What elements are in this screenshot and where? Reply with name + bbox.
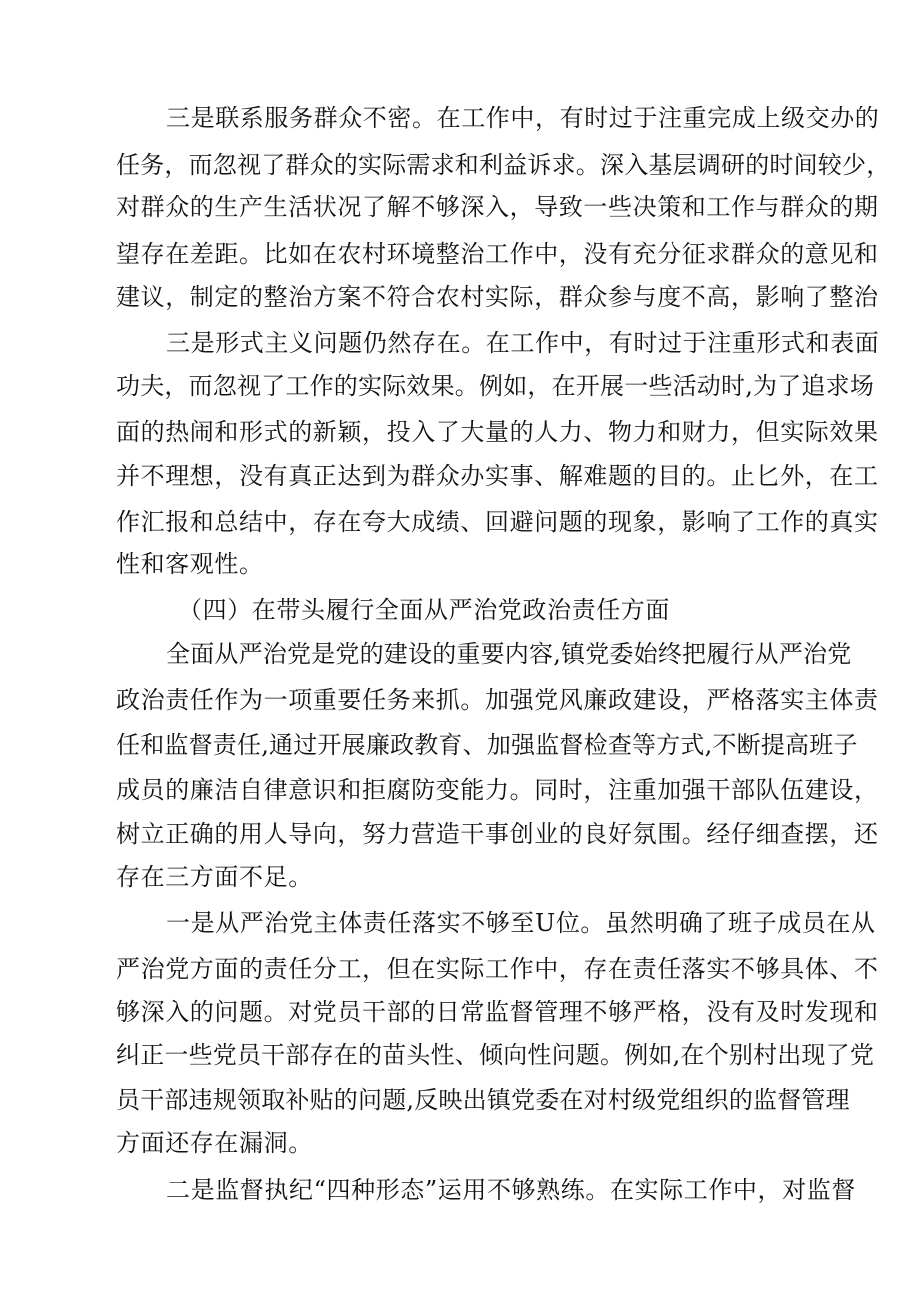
paragraph-2-line-3: 面的热闹和形式的新颖，投入了大量的人力、物力和财力，但实际效果 <box>116 418 879 446</box>
section-heading: （四）在带头履行全面从严治党政治责任方面 <box>178 596 670 624</box>
paragraph-1-line-4: 望存在差距。比如在农村环境整治工作中，没有充分征求群众的意见和 <box>116 240 879 268</box>
paragraph-3-line-3: 任和监督责任,通过开展廉政教育、加强监督检查等方式,不断提高班子 <box>116 731 858 759</box>
paragraph-1-line-5: 建议，制定的整治方案不符合农村实际，群众参与度不高，影响了整治 <box>116 283 879 311</box>
paragraph-2-line-5: 作汇报和总结中，存在夸大成绩、回避问题的现象，影响了工作的真实 <box>116 508 879 536</box>
paragraph-2-line-6: 性和客观性。 <box>116 550 264 578</box>
paragraph-1-line-1: 三是联系服务群众不密。在工作中，有时过于注重完成上级交办的 <box>166 104 880 132</box>
paragraph-4-line-2: 严治党方面的责任分工，但在实际工作中，存在责任落实不够具体、不 <box>116 955 879 983</box>
paragraph-3-line-5: 树立正确的用人导向，努力营造干事创业的良好氛围。经仔细查摆，还 <box>116 820 879 848</box>
paragraph-1-line-2: 任务，而忽视了群众的实际需求和利益诉求。深入基层调研的时间较少， <box>116 151 891 179</box>
paragraph-1-line-3: 对群众的生产生活状况了解不够深入，导致一些决策和工作与群众的期 <box>116 193 879 221</box>
paragraph-4-line-1: 一是从严治党主体责任落实不够至U位。虽然明确了班子成员在从 <box>166 909 876 937</box>
paragraph-3-line-2: 政治责任作为一项重要任务来抓。加强党风廉政建设，严格落实主体责 <box>116 686 879 714</box>
paragraph-2-line-1: 三是形式主义问题仍然存在。在工作中，有时过于注重形式和表面 <box>166 329 880 357</box>
paragraph-4-line-6: 方面还存在漏洞。 <box>116 1129 313 1157</box>
paragraph-2-line-2: 功夫，而忽视了工作的实际效果。例如，在开展一些活动时,为了追求场 <box>116 372 875 400</box>
paragraph-4-line-4: 纠正一些党员干部存在的苗头性、倾向性问题。例如,在个别村出现了党 <box>116 1041 875 1069</box>
paragraph-3-line-6: 存在三方面不足。 <box>116 863 313 891</box>
paragraph-4-line-3: 够深入的问题。对党员干部的日常监督管理不够严格，没有及时发现和 <box>116 998 879 1026</box>
paragraph-2-line-4: 并不理想，没有真正达到为群众办实事、解难题的目的。止匕外，在工 <box>116 462 879 490</box>
paragraph-5-line-1: 二是监督执纪“四种形态”运用不够熟练。在实际工作中，对监督 <box>166 1176 856 1204</box>
paragraph-3-line-1: 全面从严治党是党的建设的重要内容,镇党委始终把履行从严治党 <box>166 640 852 668</box>
paragraph-4-line-5: 员干部违规领取补贴的问题,反映出镇党委在对村级党组织的监督管理 <box>116 1086 850 1114</box>
paragraph-3-line-4: 成员的廉洁自律意识和拒腐防变能力。同时，注重加强干部队伍建设， <box>116 776 879 804</box>
